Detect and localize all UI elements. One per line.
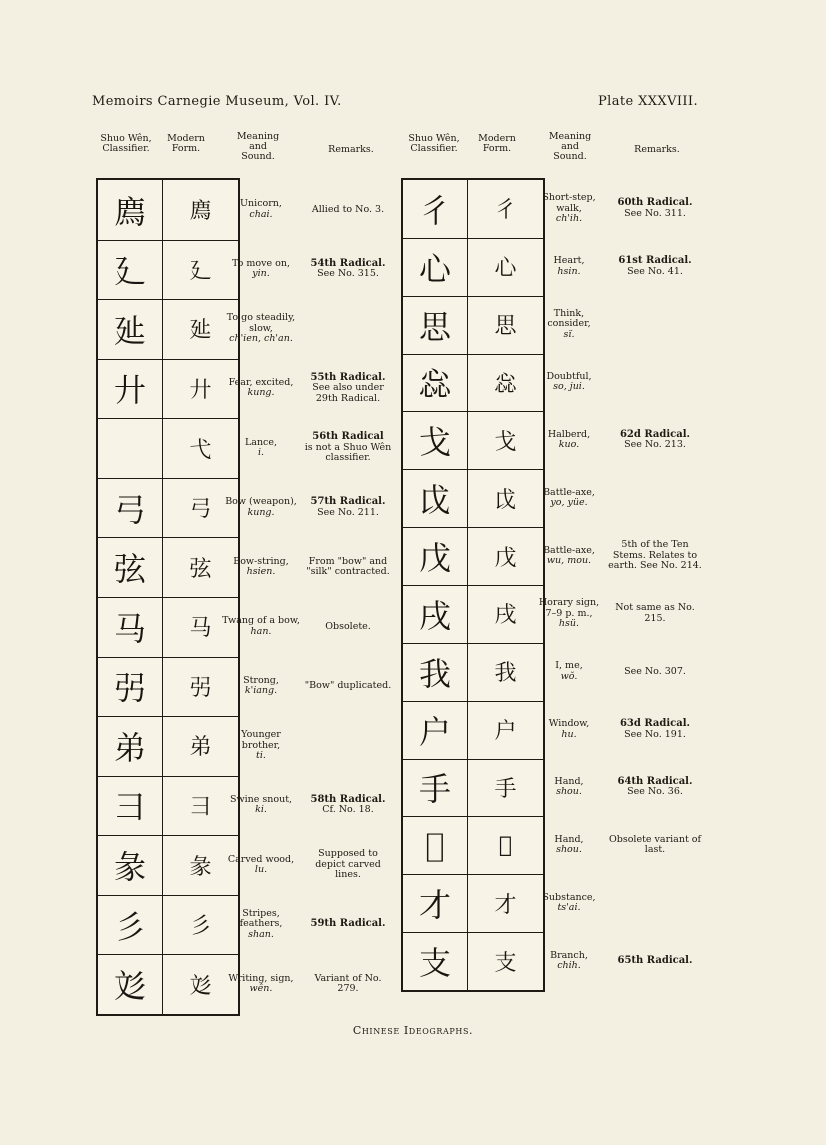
remarks: [304, 597, 392, 657]
shuo-wen-seal-glyph: 才: [418, 886, 451, 925]
meaning-and-sound: [536, 874, 602, 932]
remarks: [304, 359, 392, 419]
left-character-table: [96, 178, 240, 1016]
meaning-text: To go steadily, slow,: [226, 312, 296, 334]
meaning-and-sound: [536, 180, 602, 238]
remarks: [608, 354, 702, 412]
meaning-and-sound: [222, 954, 300, 1014]
shuo-wen-seal-glyph: 惢: [418, 365, 451, 404]
meaning-and-sound: [222, 180, 300, 240]
sound-text: shou.: [556, 844, 582, 856]
modern-form-glyph: 廌: [189, 199, 212, 225]
sound-text: kuo.: [558, 439, 580, 451]
meaning-text: Heart,: [553, 255, 585, 267]
shuo-wen-seal-glyph: 彐: [113, 788, 146, 827]
remark-text: See No. 191.: [624, 728, 686, 740]
remarks: [304, 657, 392, 717]
meaning-text: Bow-string,: [233, 555, 289, 567]
shuo-wen-seal-glyph: 彖: [113, 848, 146, 887]
modern-form-glyph: 心: [494, 256, 517, 282]
radical-number: 59th Radical.: [310, 918, 386, 930]
meaning-and-sound: [222, 776, 300, 836]
modern-form-glyph: 弦: [189, 556, 212, 582]
shuo-wen-seal-glyph: 廌: [113, 192, 146, 231]
right-character-table: [401, 178, 545, 992]
meaning-text: Battle-axe,: [543, 486, 595, 498]
shuo-wen-seal-glyph: 心: [418, 249, 451, 288]
plate-caption: Chinese Ideographs.: [352, 1024, 474, 1037]
meaning-and-sound: [222, 359, 300, 419]
meaning-text: Bow (weapon),: [225, 496, 297, 508]
remarks: [304, 240, 392, 300]
meaning-text: Branch,: [550, 949, 588, 961]
meaning-and-sound: [222, 418, 300, 478]
sound-text: hu.: [561, 728, 577, 740]
sound-text: yo, yüe.: [550, 497, 588, 509]
remarks: [608, 874, 702, 932]
modern-form-glyph: 弟: [189, 735, 212, 761]
sound-text: ki.: [255, 804, 267, 816]
shuo-wen-seal-glyph: 廾: [113, 371, 146, 410]
modern-form-glyph: 思: [494, 314, 517, 340]
radical-number: 65th Radical.: [617, 954, 693, 966]
plate-number: Plate XXXVIII.: [598, 94, 698, 109]
modern-form-glyph: 彳: [494, 198, 517, 224]
remarks: [304, 895, 392, 955]
meaning-and-sound: [222, 597, 300, 657]
remark-text: See also under 29th Radical.: [312, 382, 384, 404]
modern-form-glyph: 马: [189, 616, 212, 642]
meaning-text: Doubtful,: [546, 370, 592, 382]
meaning-and-sound: [536, 759, 602, 817]
meaning-and-sound: [536, 585, 602, 643]
meaning-and-sound: [536, 411, 602, 469]
remark-text: Variant of No. 279.: [314, 972, 382, 995]
remark-text: Cf. No. 18.: [322, 804, 374, 816]
remark-text: See No. 213.: [624, 439, 686, 451]
sound-text: ts'ai.: [557, 902, 581, 914]
shuo-wen-seal-glyph: 戈: [418, 423, 451, 462]
meaning-text: Battle-axe,: [543, 544, 595, 556]
remarks: [608, 527, 702, 585]
radical-number: 64th Radical.: [617, 775, 693, 787]
meaning-text: Hand,: [554, 775, 584, 787]
meaning-text: Younger brother,: [241, 729, 281, 751]
meaning-text: Stripes, feathers,: [239, 907, 283, 930]
meaning-text: Think, consider,: [547, 307, 591, 330]
shuo-wen-seal-glyph: 㢟: [113, 311, 146, 350]
remark-text: Supposed to depict carved lines.: [315, 848, 381, 881]
remarks: [304, 180, 392, 240]
remarks: [608, 759, 702, 817]
sound-text: wŏ.: [560, 670, 578, 682]
shuo-wen-seal-glyph: 弓: [113, 490, 146, 529]
col-header-meaning-left: Meaning and Sound.: [236, 131, 280, 162]
meaning-text: Window,: [548, 718, 590, 730]
shuo-wen-seal-glyph: 我: [418, 654, 451, 693]
remarks: [608, 816, 702, 874]
shuo-wen-seal-glyph: 戌: [418, 596, 451, 635]
remark-text: "Bow" duplicated.: [304, 680, 392, 692]
radical-number: 58th Radical.: [310, 793, 386, 805]
meaning-and-sound: [536, 932, 602, 990]
remarks: [304, 776, 392, 836]
sound-text: k'iang.: [244, 685, 278, 697]
modern-form-glyph: 彖: [189, 854, 212, 880]
meaning-text: Swine snout,: [229, 793, 293, 805]
remark-text: Not same as No. 215.: [615, 602, 695, 624]
remark-text: 5th of the Ten Stems. Relates to earth. See No. 214.: [608, 539, 702, 572]
sound-text: ch'ien, ch'an.: [229, 333, 293, 345]
modern-form-glyph: 彐: [189, 794, 212, 820]
sound-text: ch'ih.: [555, 213, 583, 225]
meaning-and-sound: [222, 299, 300, 359]
shuo-wen-seal-glyph: 马: [113, 609, 146, 648]
modern-form-glyph: 廾: [189, 377, 212, 403]
meaning-and-sound: [222, 895, 300, 955]
sound-text: ti.: [256, 750, 266, 762]
remarks: [304, 716, 392, 776]
col-header-modern-left: Modern Form.: [167, 133, 205, 154]
radical-number: 63d Radical.: [619, 718, 691, 730]
meaning-text: Short-step, walk,: [542, 192, 596, 214]
sound-text: kung.: [247, 506, 275, 518]
modern-form-glyph: 㢟: [189, 318, 212, 344]
sound-text: wên.: [249, 983, 273, 995]
shuo-wen-seal-glyph: 彳: [418, 191, 451, 230]
modern-form-glyph: 手: [494, 776, 517, 802]
meaning-and-sound: [222, 478, 300, 538]
col-header-shuo-wen-left: Shuo Wên, Classifier.: [100, 133, 152, 154]
shuo-wen-seal-glyph: 廴: [113, 252, 146, 291]
meaning-text: Hand,: [554, 833, 584, 845]
col-header-modern-right: Modern Form.: [478, 133, 516, 154]
meaning-text: Fear, excited,: [228, 376, 294, 388]
remark-text: Obsolete.: [325, 620, 371, 632]
meaning-and-sound: [222, 716, 300, 776]
remarks: [608, 411, 702, 469]
remark-text: See No. 311.: [624, 207, 686, 219]
meaning-and-sound: [536, 238, 602, 296]
remark-text: From "bow" and "silk" contracted.: [306, 555, 390, 578]
modern-form-glyph: 戉: [494, 487, 517, 513]
shuo-wen-seal-glyph: 户: [418, 712, 451, 751]
radical-number: 60th Radical.: [617, 197, 693, 209]
remark-text: Allied to No. 3.: [311, 203, 385, 215]
radical-number: 56th Radical: [312, 431, 384, 443]
remark-text: See No. 41.: [627, 265, 683, 277]
remarks: [608, 932, 702, 990]
remarks: [608, 180, 702, 238]
sound-text: hsin.: [557, 265, 581, 277]
meaning-and-sound: [536, 296, 602, 354]
remark-text: is not a Shuo Wên classifier.: [304, 441, 392, 464]
col-header-remarks-left: Remarks.: [328, 144, 374, 155]
meaning-and-sound: [536, 816, 602, 874]
modern-form-glyph: 戌: [494, 603, 517, 629]
sound-text: i.: [257, 447, 265, 459]
sound-text: chai.: [249, 208, 273, 220]
sound-text: yin.: [252, 268, 270, 280]
remarks: [608, 296, 702, 354]
meaning-text: Unicorn,: [240, 198, 282, 210]
remark-text: See No. 307.: [624, 665, 686, 677]
remarks: [304, 954, 392, 1014]
sound-text: lu.: [254, 864, 268, 876]
meaning-and-sound: [536, 643, 602, 701]
remarks: [304, 418, 392, 478]
modern-form-glyph: 支: [494, 950, 517, 976]
shuo-wen-seal-glyph: 思: [418, 307, 451, 346]
shuo-wen-seal-glyph: 弜: [113, 669, 146, 708]
meaning-text: Twang of a bow,: [222, 615, 300, 627]
sound-text: sï.: [563, 328, 575, 340]
shuo-wen-seal-glyph: 𠂡: [425, 826, 445, 865]
meaning-text: I, me,: [555, 660, 583, 672]
meaning-and-sound: [222, 240, 300, 300]
meaning-and-sound: [222, 537, 300, 597]
running-header-left: Memoirs Carnegie Museum, Vol. IV.: [92, 94, 342, 109]
sound-text: shou.: [556, 786, 582, 798]
remarks: [608, 238, 702, 296]
shuo-wen-seal-glyph: [98, 418, 162, 478]
remarks: [608, 585, 702, 643]
radical-number: 57th Radical.: [310, 496, 386, 508]
modern-form-glyph: 戊: [494, 545, 517, 571]
shuo-wen-seal-glyph: 弟: [113, 728, 146, 767]
meaning-text: Horary sign, 7–9 p. m.,: [538, 597, 600, 619]
modern-form-glyph: 惢: [494, 371, 517, 397]
remarks: [304, 299, 392, 359]
meaning-and-sound: [536, 701, 602, 759]
radical-number: 55th Radical.: [310, 371, 386, 383]
modern-form-glyph: 我: [494, 661, 517, 687]
sound-text: so, jui.: [553, 381, 585, 393]
shuo-wen-seal-glyph: 支: [418, 944, 451, 983]
meaning-and-sound: [222, 835, 300, 895]
modern-form-glyph: 户: [494, 719, 517, 745]
radical-number: 54th Radical.: [310, 257, 386, 269]
meaning-and-sound: [536, 527, 602, 585]
modern-form-glyph: 𠂡: [498, 832, 513, 858]
remarks: [608, 643, 702, 701]
remarks: [304, 537, 392, 597]
meaning-text: Strong,: [243, 674, 279, 686]
sound-text: shan.: [248, 928, 274, 940]
modern-form-glyph: 戈: [494, 429, 517, 455]
remarks: [608, 469, 702, 527]
shuo-wen-seal-glyph: 彣: [113, 967, 146, 1006]
shuo-wen-seal-glyph: 戊: [418, 539, 451, 578]
modern-form-glyph: 弓: [189, 497, 212, 523]
sound-text: hsü.: [558, 618, 580, 630]
meaning-text: To move on,: [232, 257, 290, 269]
shuo-wen-seal-glyph: 戉: [418, 481, 451, 520]
radical-number: 62d Radical.: [619, 428, 691, 440]
shuo-wen-seal-glyph: 彡: [113, 907, 146, 946]
modern-form-glyph: 弜: [189, 675, 212, 701]
modern-form-glyph: 廴: [189, 258, 212, 284]
meaning-and-sound: [222, 657, 300, 717]
col-header-remarks-right: Remarks.: [634, 144, 680, 155]
meaning-text: Lance,: [244, 436, 278, 448]
sound-text: chih.: [557, 960, 581, 972]
meaning-text: Writing, sign,: [228, 972, 294, 984]
meaning-and-sound: [536, 354, 602, 412]
remarks: [304, 835, 392, 895]
modern-form-glyph: 彣: [189, 973, 212, 999]
remark-text: See No. 36.: [627, 786, 683, 798]
sound-text: wu, mou.: [546, 555, 592, 567]
sound-text: kung.: [247, 387, 275, 399]
remarks: [304, 478, 392, 538]
col-header-meaning-right: Meaning and Sound.: [548, 131, 592, 162]
meaning-text: Carved wood,: [227, 853, 295, 865]
shuo-wen-seal-glyph: 弦: [113, 550, 146, 589]
sound-text: hsien.: [246, 566, 276, 578]
radical-number: 61st Radical.: [618, 255, 692, 267]
remark-text: Obsolete variant of last.: [608, 833, 702, 856]
meaning-and-sound: [536, 469, 602, 527]
remark-text: See No. 315.: [317, 268, 379, 280]
modern-form-glyph: 弋: [189, 437, 212, 463]
remark-text: See No. 211.: [317, 506, 379, 518]
col-header-shuo-wen-right: Shuo Wên, Classifier.: [408, 133, 460, 154]
modern-form-glyph: 彡: [189, 914, 212, 940]
shuo-wen-seal-glyph: 手: [418, 770, 451, 809]
remarks: [608, 701, 702, 759]
meaning-text: Substance,: [542, 891, 596, 903]
sound-text: han.: [250, 625, 272, 637]
modern-form-glyph: 才: [494, 892, 517, 918]
meaning-text: Halberd,: [547, 428, 591, 440]
